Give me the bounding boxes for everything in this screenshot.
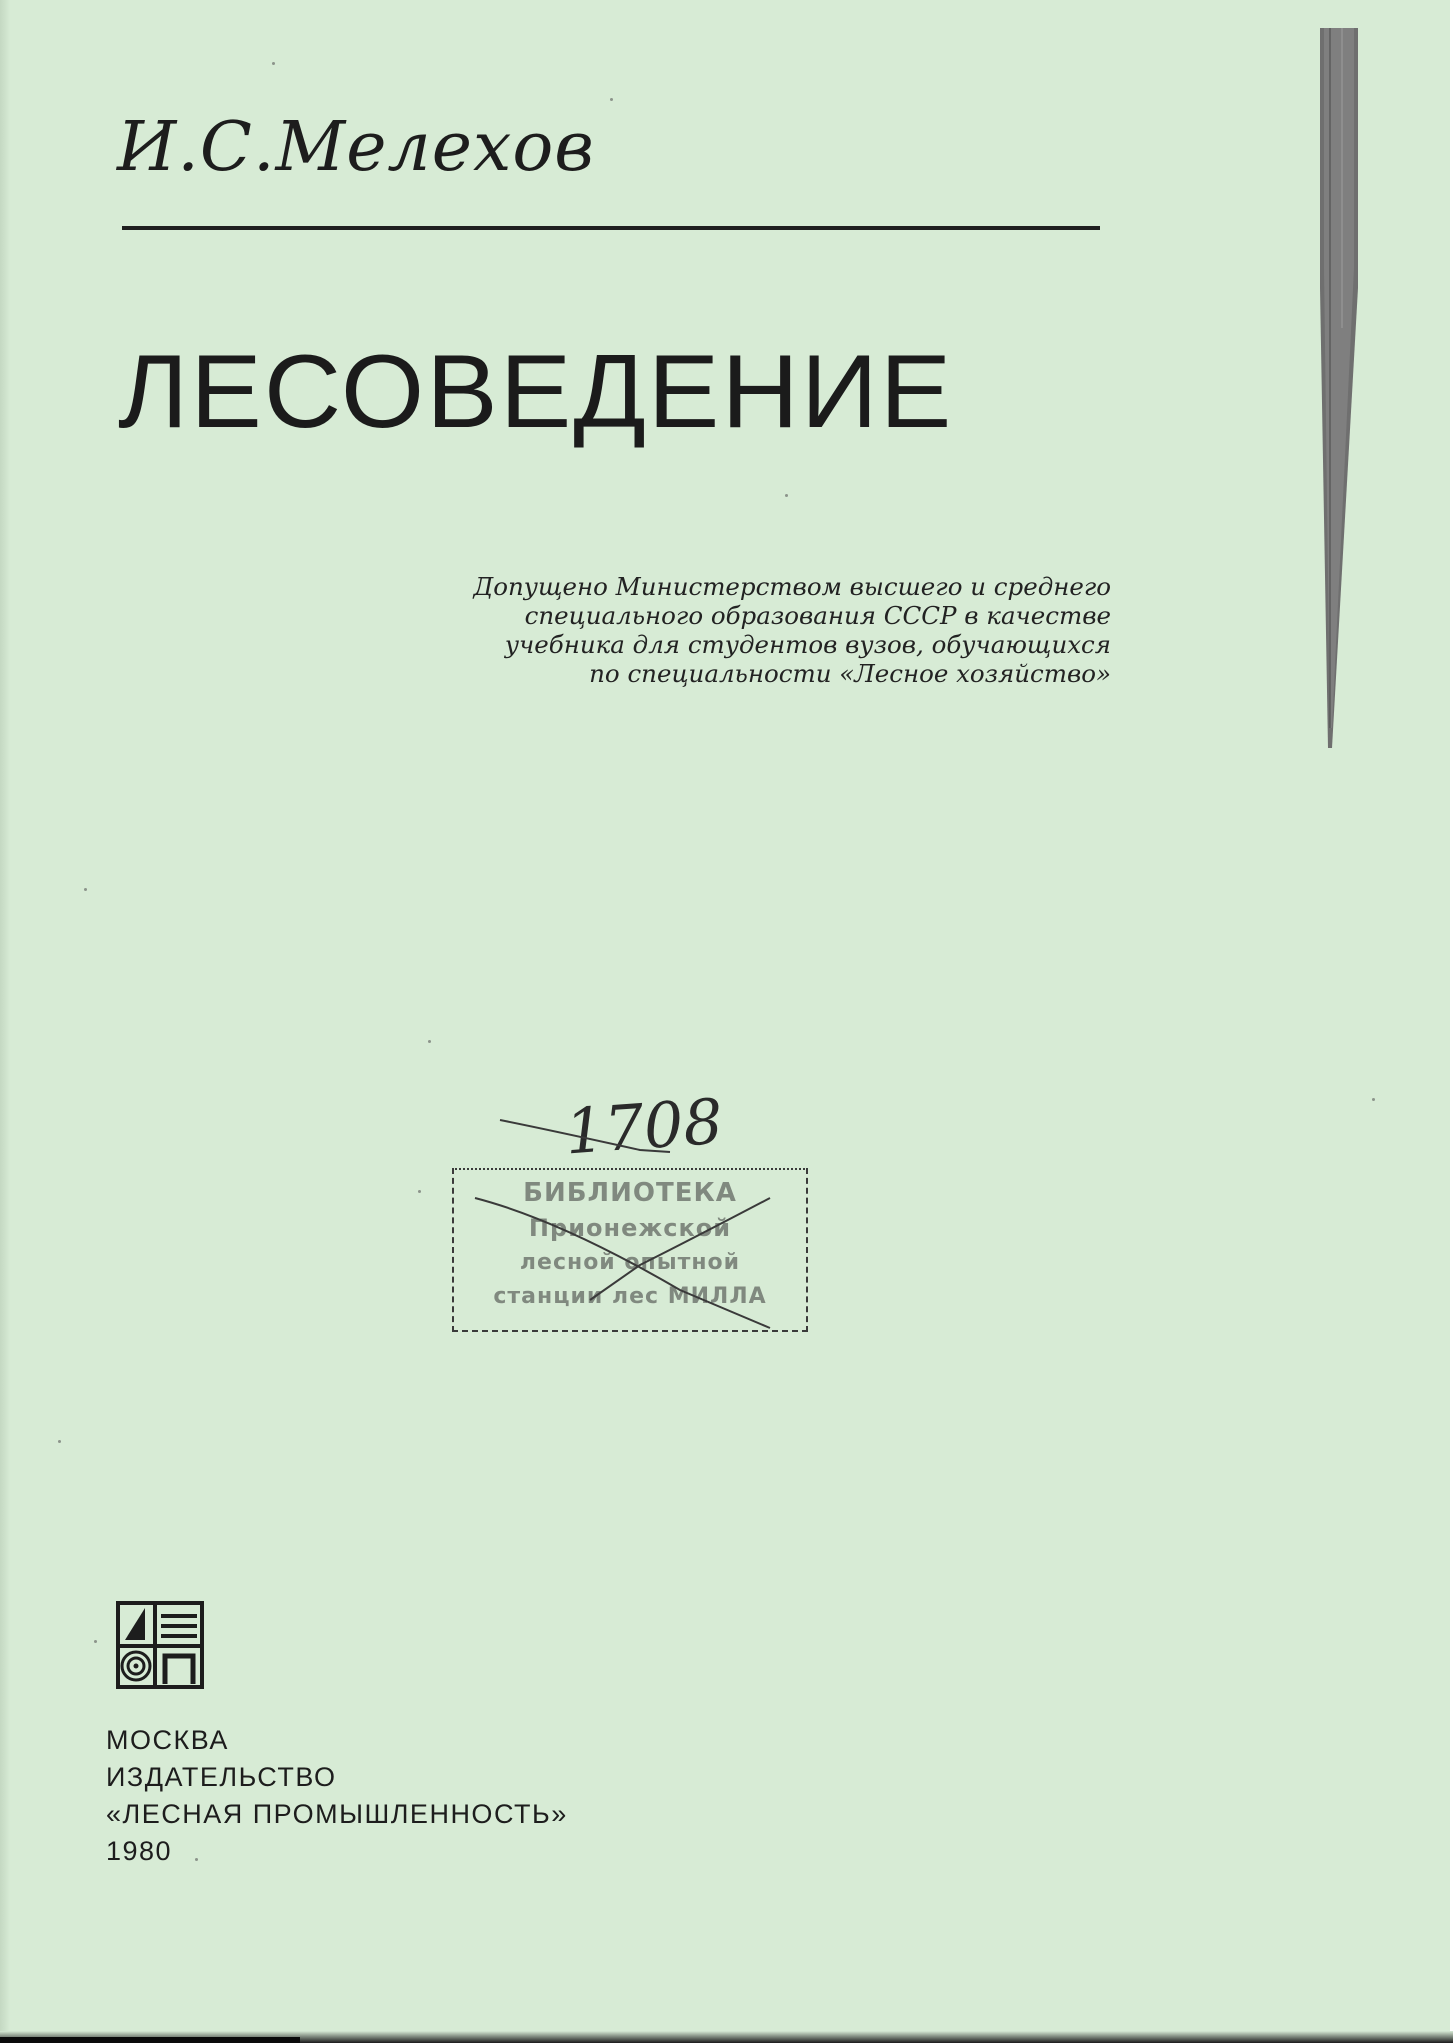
stamp-line: БИБЛИОТЕКА	[523, 1178, 737, 1208]
scan-speck	[428, 1040, 431, 1043]
scan-speck	[610, 98, 613, 101]
scan-speck	[84, 888, 87, 891]
publisher-name: «ЛЕСНАЯ ПРОМЫШЛЕННОСТЬ»	[106, 1799, 568, 1829]
title-rule	[122, 226, 1100, 230]
scan-speck	[58, 1440, 61, 1443]
scan-speck	[94, 1640, 97, 1643]
publisher-label: ИЗДАТЕЛЬСТВО	[106, 1762, 337, 1792]
book-title: ЛЕСОВЕДЕНИЕ	[118, 334, 954, 450]
stamp-line: станции лес МИЛЛА	[493, 1284, 767, 1309]
spine-decoration	[1320, 28, 1358, 748]
scan-speck	[785, 494, 788, 497]
approval-line: по специальности «Лесное хозяйство»	[589, 659, 1111, 688]
approval-line: Допущено Министерством высшего и среднего	[473, 572, 1111, 601]
approval-line: учебника для студентов вузов, обучающихся	[504, 630, 1111, 659]
library-stamp	[440, 1084, 820, 1340]
scan-speck	[418, 1190, 421, 1193]
approval-note	[351, 572, 1111, 688]
inventory-number: 1708	[562, 1084, 726, 1169]
scan-edge-bottom	[0, 2031, 1453, 2043]
scan-speck	[195, 1858, 198, 1861]
stamp-line: лесной опытной	[519, 1250, 741, 1275]
approval-line: специального образования СССР в качестве	[524, 601, 1111, 630]
scan-shadow-left	[0, 0, 10, 2043]
scan-speck	[1372, 1098, 1375, 1101]
author-name: И.С.Мелехов	[117, 108, 595, 187]
publisher-city: МОСКВА	[106, 1725, 229, 1755]
stamp-cancel-marks	[440, 1090, 820, 1340]
stamp-line: Прионежской	[528, 1214, 732, 1242]
scan-speck	[272, 62, 275, 65]
publisher-logo-icon	[115, 1600, 205, 1690]
publisher-imprint	[106, 1722, 568, 1870]
publication-year: 1980	[106, 1836, 173, 1866]
